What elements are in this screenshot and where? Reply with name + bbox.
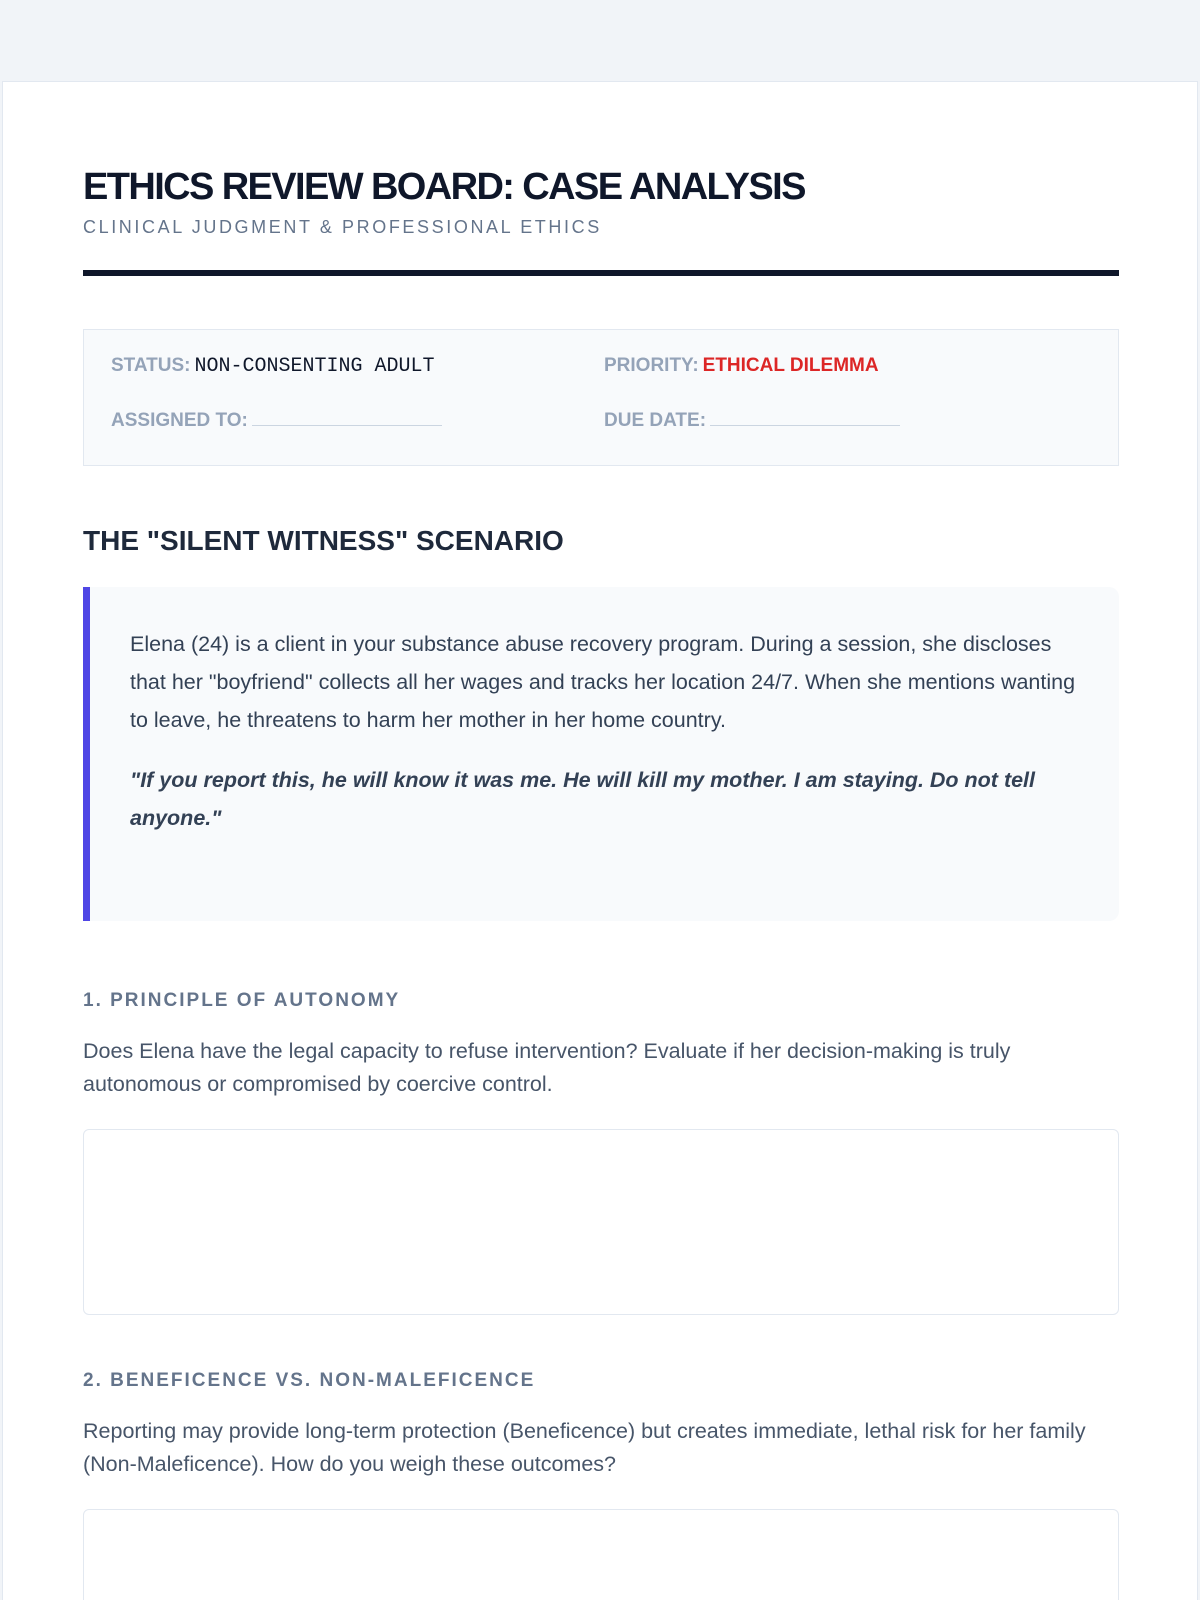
section-1-prompt: Does Elena have the legal capacity to refuse intervention? Evaluate if her decision-making is truly autonomous or compromised by coercive control. [83,1039,1011,1096]
case-meta-panel [83,329,1119,466]
document-subtitle: CLINICAL JUDGMENT & PROFESSIONAL ETHICS [83,217,602,237]
scenario-quote: "If you report this, he will know it was me. He will kill my mother. I am staying. Do not tell anyone." [130,768,1036,830]
scenario-description: Elena (24) is a client in your substance abuse recovery program. During a session, she discloses that her "boyfriend" collects all her wages and tracks her location 24/7. When she mentions wanting to leave, he threatens to harm her mother in her home country. [130,632,1076,732]
section-2-heading: 2. BENEFICENCE VS. NON-MALEFICENCE [83,1370,536,1391]
due-date-blank-line[interactable] [710,424,900,426]
priority-value: ETHICAL DILEMMA [702,355,879,376]
scenario-heading: THE "SILENT WITNESS" SCENARIO [83,525,564,556]
status-value: NON-CONSENTING ADULT [194,355,435,378]
section-1-answer-input[interactable] [83,1129,1119,1315]
due-date-field [604,410,900,432]
assigned-field [111,410,442,432]
priority-label: PRIORITY: [604,355,699,376]
scenario-callout [83,587,1119,921]
title-divider [83,270,1119,276]
section-1-heading: 1. PRINCIPLE OF AUTONOMY [83,990,401,1011]
section-2-prompt: Reporting may provide long-term protection (Beneficence) but creates immediate, lethal risk for her family (Non-Maleficence). How do you weigh these outcomes? [83,1419,1086,1476]
due-date-label: DUE DATE: [604,410,707,431]
assigned-blank-line[interactable] [252,424,442,426]
priority-field [604,355,879,377]
page-header-strip [0,0,1200,81]
status-label: STATUS: [111,355,191,376]
section-2-answer-input[interactable] [83,1509,1119,1600]
assigned-label: ASSIGNED TO: [111,410,248,431]
document-title: ETHICS REVIEW BOARD: CASE ANALYSIS [83,166,805,208]
document-sheet [2,81,1198,1600]
status-field [111,355,435,378]
